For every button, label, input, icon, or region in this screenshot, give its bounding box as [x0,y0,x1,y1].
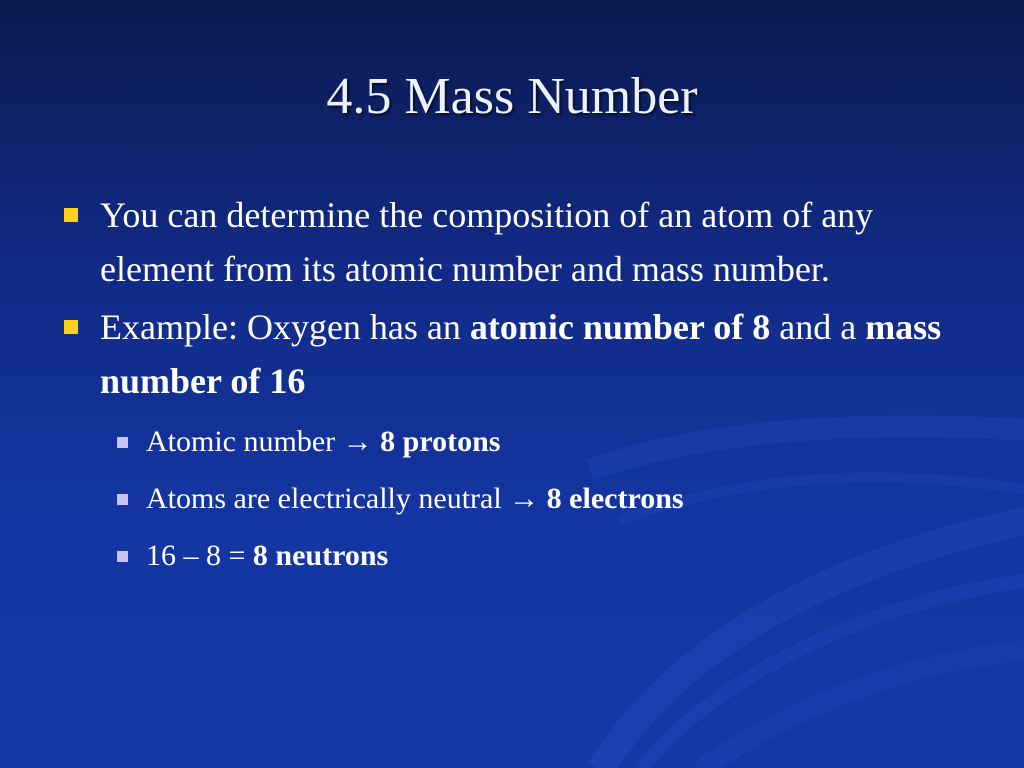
square-bullet-icon [64,208,78,222]
sub-bullet-emphasis: 8 protons [380,425,501,458]
sub-bullet-text: Atomic number → [146,425,381,458]
sub-bullet-text: 16 – 8 = [146,539,253,572]
sub-bullet-emphasis: 8 neutrons [252,539,389,572]
square-bullet-icon [117,437,128,448]
bullet-example [60,300,960,408]
slide-title: 4.5 Mass Number [326,68,698,125]
bullet-emphasis: atomic number of 8 [469,307,771,347]
bullet-text: and a [770,307,866,347]
bullet-text: Example: Oxygen has an [100,307,470,347]
square-bullet-icon [64,320,78,334]
bullet-emphasis: mass number of 16 [100,307,942,401]
slide-body [60,188,960,579]
sub-bullet-electrons [60,476,960,522]
bullet-composition [60,188,960,296]
sub-bullet-neutrons [60,533,960,579]
sub-bullet-emphasis: 8 electrons [546,482,684,515]
square-bullet-icon [117,551,128,562]
sub-bullet-text: Atoms are electrically neutral → [146,482,547,515]
square-bullet-icon [117,494,128,505]
bullet-text: You can determine the composition of an atom of any element from its atomic number and mass number. [100,195,874,289]
sub-bullet-protons [60,419,960,465]
